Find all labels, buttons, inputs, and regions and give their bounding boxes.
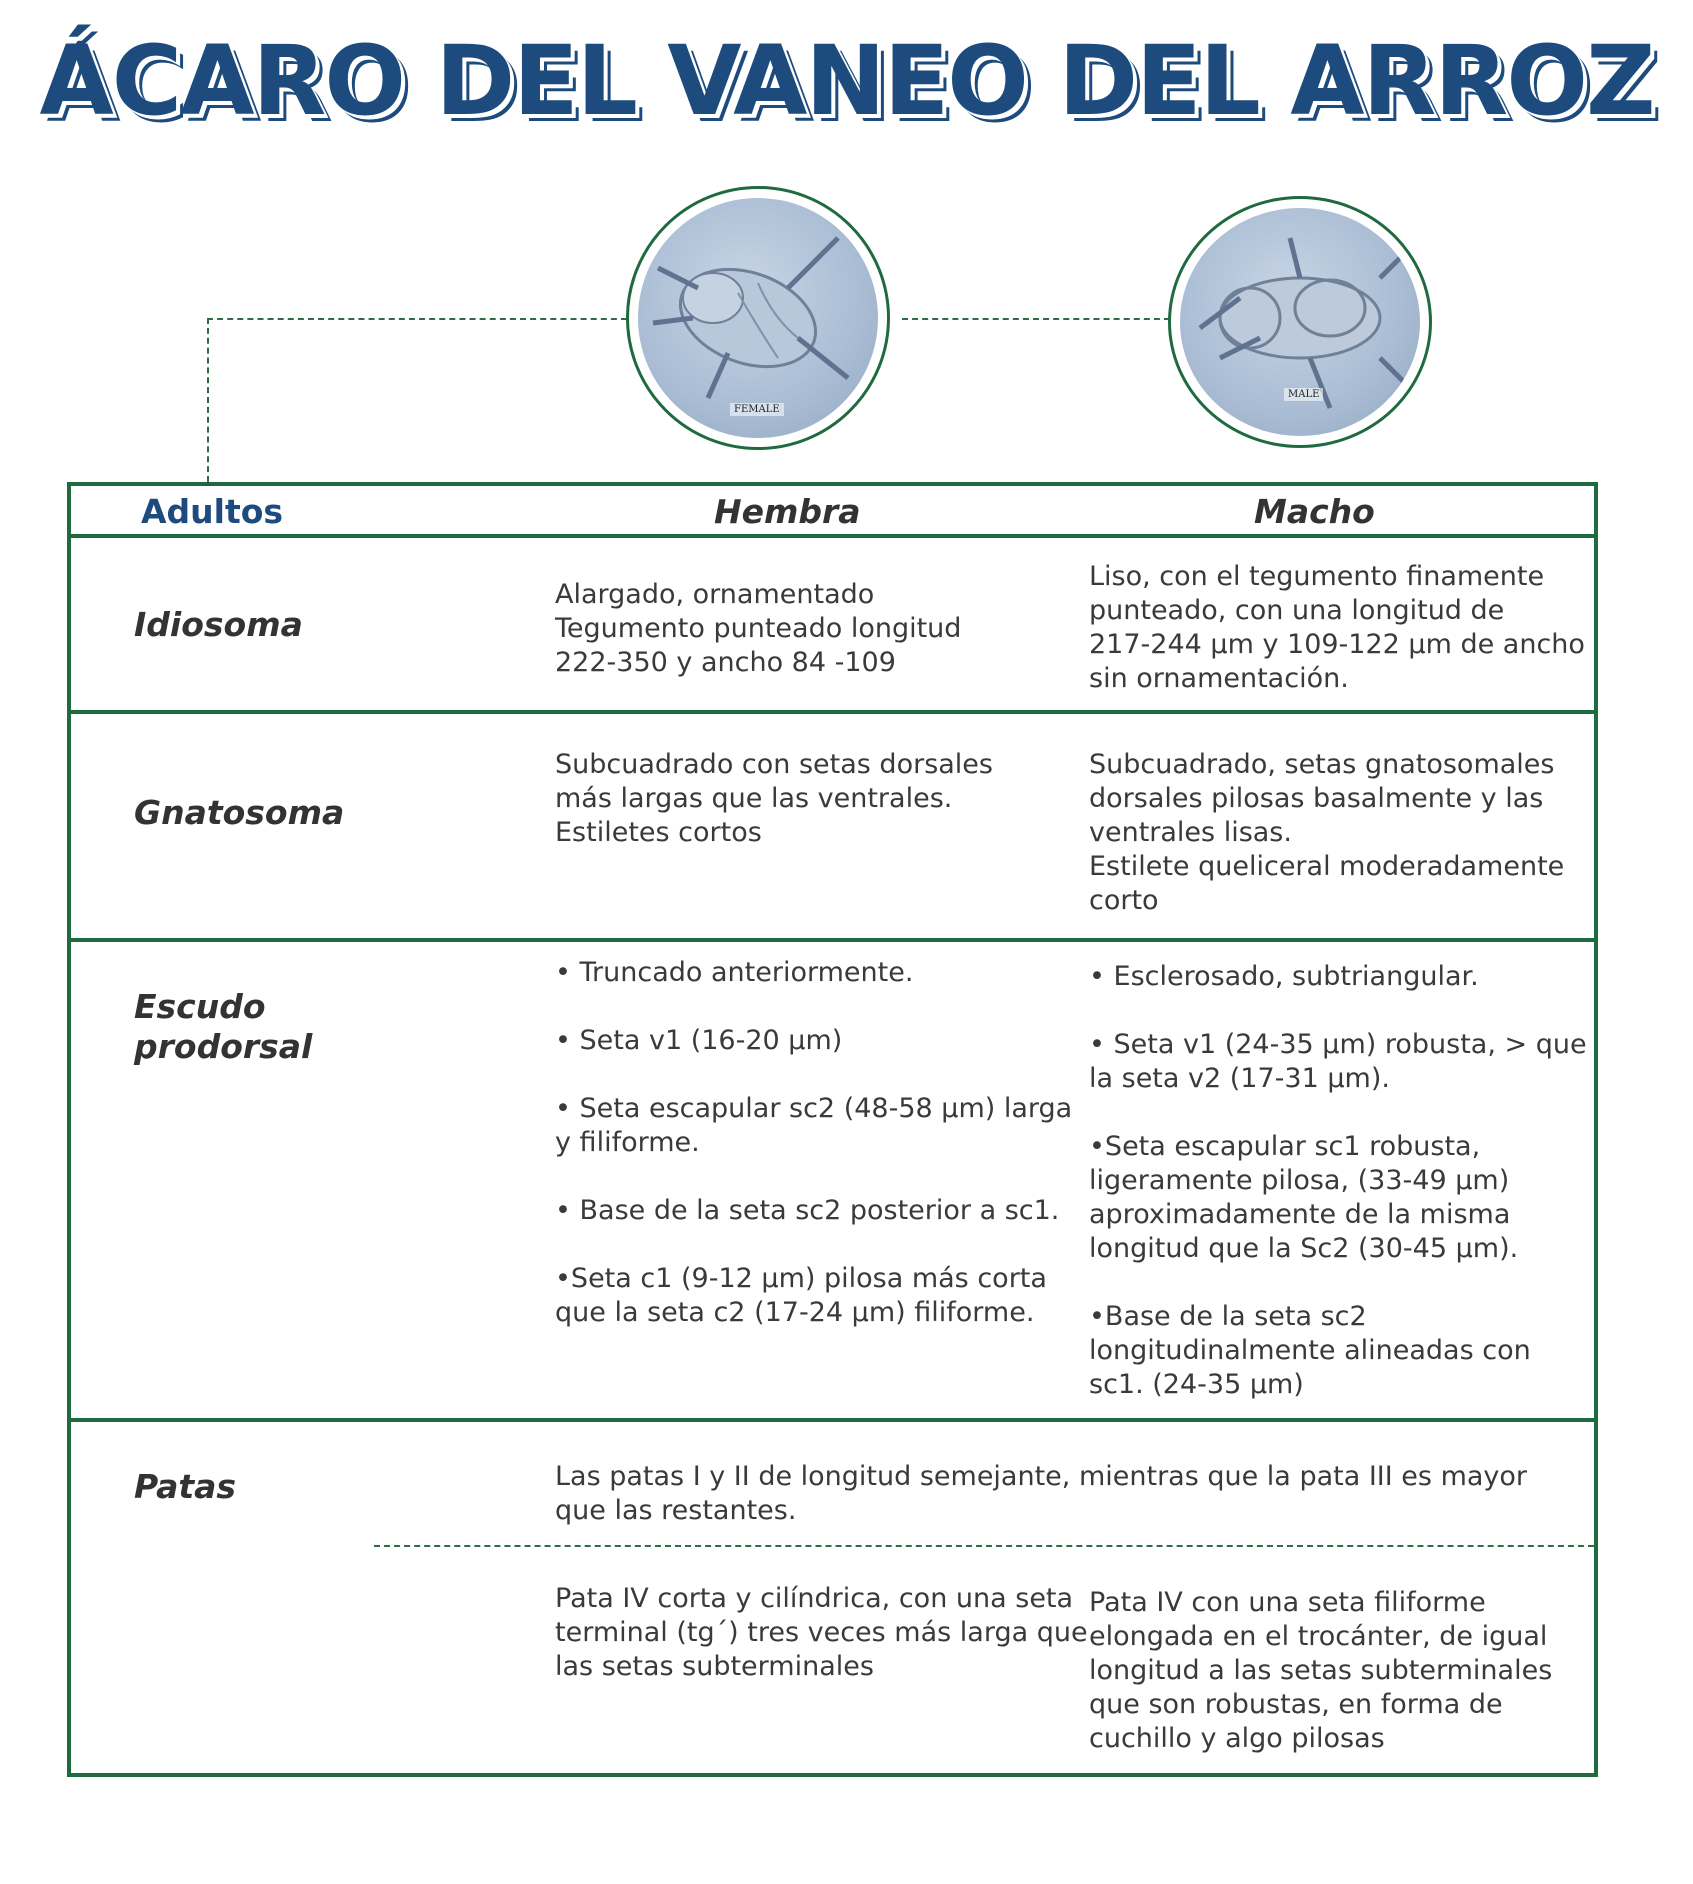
text-line: Estilete queliceral moderadamente bbox=[1089, 851, 1565, 882]
connector-line bbox=[902, 318, 1170, 320]
mite-icon bbox=[1180, 208, 1420, 436]
text-line: longitud que la Sc2 (30-45 µm). bbox=[1089, 1233, 1519, 1264]
bullet-item: •Seta c1 (9-12 µm) pilosa más corta bbox=[555, 1263, 1047, 1294]
idiosoma-hembra bbox=[555, 578, 961, 680]
text-line: que la seta c2 (17-24 µm) filiforme. bbox=[555, 1297, 1035, 1328]
text-line: punteado, con una longitud de bbox=[1089, 595, 1505, 626]
text-line: Pata IV corta y cilíndrica, con una seta bbox=[555, 1583, 1074, 1614]
text-line: corto bbox=[1089, 885, 1159, 916]
bullet-item: •Base de la seta sc2 bbox=[1089, 1301, 1367, 1332]
escudo-hembra bbox=[555, 956, 1072, 1330]
text-line: que son robustas, en forma de bbox=[1089, 1689, 1503, 1720]
text-line: la seta v2 (17-31 µm). bbox=[1089, 1063, 1390, 1094]
bullet-item: • Esclerosado, subtriangular. bbox=[1089, 961, 1479, 992]
adult-characteristics-table bbox=[67, 482, 1598, 1777]
text-line: ventrales lisas. bbox=[1089, 817, 1292, 848]
text-line: elongada en el trocánter, de igual bbox=[1089, 1621, 1548, 1652]
text-line: Estiletes cortos bbox=[555, 817, 762, 848]
text-line: Pata IV con una seta filiforme bbox=[1089, 1587, 1486, 1618]
text-line: sin ornamentación. bbox=[1089, 663, 1349, 694]
row-divider bbox=[71, 710, 1594, 714]
text-line: 217-244 µm y 109-122 µm de ancho bbox=[1089, 629, 1585, 660]
text-line: Escudo bbox=[134, 987, 266, 1026]
bullet-item: • Base de la seta sc2 posterior a sc1. bbox=[555, 1195, 1060, 1226]
bullet-item: • Seta v1 (24-35 µm) robusta, > que bbox=[1089, 1029, 1587, 1060]
row-label-patas: Patas bbox=[134, 1467, 237, 1506]
row-divider bbox=[71, 534, 1594, 538]
male-label: MALE bbox=[1284, 388, 1323, 401]
text-line: Subcuadrado con setas dorsales bbox=[555, 749, 993, 780]
text-line: más largas que las ventrales. bbox=[555, 783, 953, 814]
text-line: Subcuadrado, setas gnatosomales bbox=[1089, 749, 1555, 780]
text-line: Liso, con el tegumento finamente bbox=[1089, 561, 1545, 592]
patas-hembra bbox=[555, 1582, 1088, 1684]
bullet-item: • Truncado anteriormente. bbox=[555, 957, 914, 988]
text-line: que las restantes. bbox=[555, 1495, 797, 1526]
text-line: longitud a las setas subterminales bbox=[1089, 1655, 1553, 1686]
text-line: 222-350 y ancho 84 -109 bbox=[555, 647, 896, 678]
mite-icon bbox=[638, 198, 878, 438]
patas-macho bbox=[1089, 1586, 1552, 1756]
female-label: FEMALE bbox=[730, 403, 784, 416]
text-line: aproximadamente de la misma bbox=[1089, 1199, 1511, 1230]
patas-dashed-divider bbox=[374, 1545, 1594, 1547]
text-line: longitudinalmente alineadas con bbox=[1089, 1335, 1531, 1366]
row-divider bbox=[71, 1418, 1594, 1422]
text-line: cuchillo y algo pilosas bbox=[1089, 1723, 1385, 1754]
text-line: las setas subterminales bbox=[555, 1651, 874, 1682]
text-line: Tegumento punteado longitud bbox=[555, 613, 962, 644]
row-divider bbox=[71, 938, 1594, 942]
text-line: Alargado, ornamentado bbox=[555, 579, 875, 610]
escudo-macho bbox=[1089, 960, 1587, 1402]
text-line: dorsales pilosas basalmente y las bbox=[1089, 783, 1544, 814]
row-label-idiosoma: Idiosoma bbox=[134, 605, 303, 644]
row-label-escudo-prodorsal bbox=[134, 987, 312, 1067]
text-line: terminal (tg´) tres veces más larga que bbox=[555, 1617, 1088, 1648]
text-line: Las patas I y II de longitud semejante, mientras que la pata III es mayor bbox=[555, 1461, 1528, 1492]
connector-line bbox=[207, 318, 627, 320]
page-title: ÁCARO DEL VANEO DEL ARROZ bbox=[39, 25, 1654, 137]
text-line: ligeramente pilosa, (33-49 µm) bbox=[1089, 1165, 1510, 1196]
female-mite-image bbox=[638, 198, 878, 438]
gnatosoma-macho bbox=[1089, 748, 1564, 918]
row-label-gnatosoma: Gnatosoma bbox=[134, 793, 345, 832]
gnatosoma-hembra bbox=[555, 748, 993, 850]
bullet-item: •Seta escapular sc1 robusta, bbox=[1089, 1131, 1481, 1162]
text-line: y filiforme. bbox=[555, 1127, 700, 1158]
text-line: prodorsal bbox=[134, 1027, 313, 1066]
header-macho: Macho bbox=[1254, 492, 1375, 531]
patas-shared bbox=[555, 1460, 1527, 1528]
header-adultos: Adultos bbox=[141, 492, 284, 531]
idiosoma-macho bbox=[1089, 560, 1585, 696]
bullet-item: • Seta escapular sc2 (48-58 µm) larga bbox=[555, 1093, 1073, 1124]
header-hembra: Hembra bbox=[714, 492, 861, 531]
male-mite-image bbox=[1180, 208, 1420, 436]
connector-line bbox=[207, 318, 209, 482]
bullet-item: • Seta v1 (16-20 µm) bbox=[555, 1025, 843, 1056]
text-line: sc1. (24-35 µm) bbox=[1089, 1369, 1304, 1400]
